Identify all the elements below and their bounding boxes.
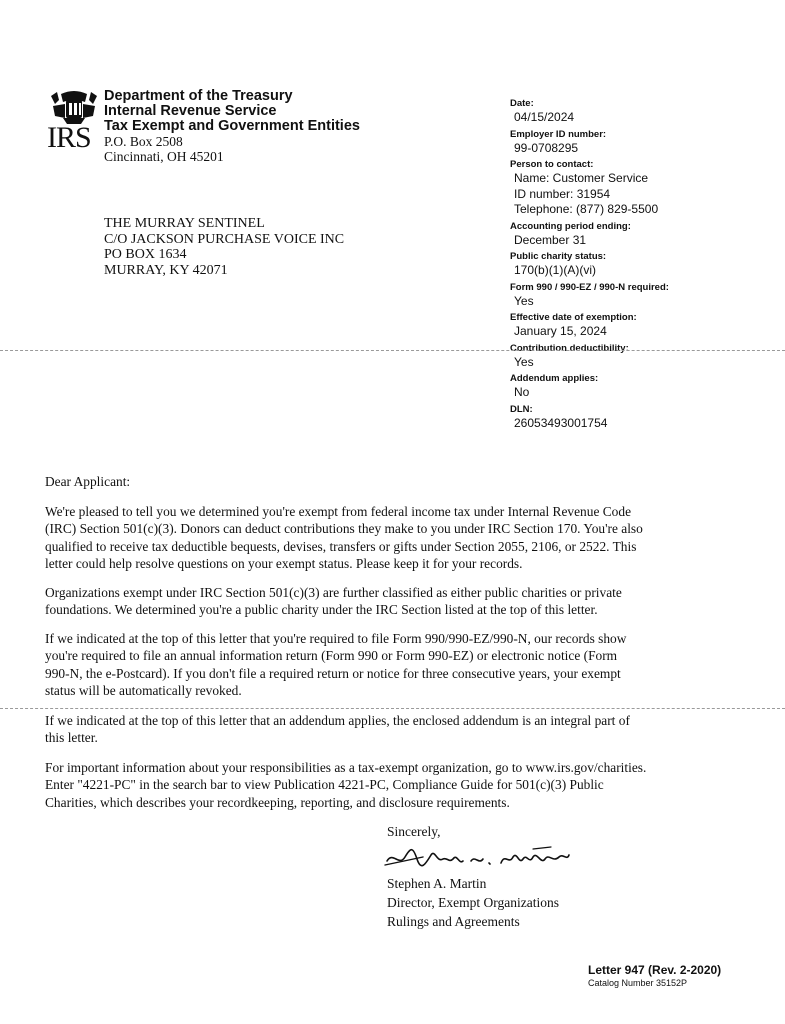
paragraph-classification xyxy=(45,584,751,619)
text-line: If we indicated at the top of this letter that an addendum applies, the enclosed addendum is an integral part of xyxy=(45,713,630,728)
irs-address xyxy=(104,134,224,164)
agency-line: Internal Revenue Service xyxy=(104,103,277,119)
ein-value: 99-0708295 xyxy=(514,140,579,155)
paragraph-resources xyxy=(45,759,751,811)
charity-status-value: 170(b)(1)(A)(vi) xyxy=(514,263,597,277)
text-line: you're required to file an annual information return (Form 990 or Form 990-EZ) or electronic notice (Form xyxy=(45,648,618,664)
dln-label: DLN: xyxy=(510,403,533,415)
text-line: Organizations exempt under IRC Section 501(c)(3) are further classified as either public charities or private xyxy=(45,585,622,600)
contact-id: ID number: 31954 xyxy=(514,186,611,201)
charity-status-label: Public charity status: xyxy=(510,251,607,262)
text-line: foundations. We determined you're a public charity under the IRC Section listed at the top of this letter. xyxy=(45,602,598,618)
date-label: Date: xyxy=(510,98,534,109)
agency-line: Tax Exempt and Government Entities xyxy=(104,118,360,134)
deductibility-label: Contribution deductibility: xyxy=(510,342,629,354)
effective-date-value: January 15, 2024 xyxy=(514,324,607,338)
contact-phone: Telephone: (877) 829-5500 xyxy=(514,202,659,216)
deductibility-value: Yes xyxy=(514,354,534,369)
addendum-value: No xyxy=(514,385,530,399)
dln-value: 26053493001754 xyxy=(514,415,608,430)
text-line: letter could help resolve questions on your exempt status. Please keep it for your records. xyxy=(45,555,523,571)
paragraph-addendum xyxy=(45,712,751,747)
text-line: We're pleased to tell you we determined you're exempt from federal income tax under Internal Revenue Code xyxy=(45,504,632,519)
fold-line xyxy=(0,708,785,709)
text-line: this letter. xyxy=(45,730,98,746)
signer-name: Stephen A. Martin xyxy=(387,876,487,891)
agency-line: Department of the Treasury xyxy=(104,88,293,104)
text-line: status will be automatically revoked. xyxy=(45,682,242,698)
recipient-line: MURRAY, KY 42071 xyxy=(104,262,228,278)
recipient-address xyxy=(104,216,344,278)
ein-label: Employer ID number: xyxy=(510,128,607,140)
text-line: Enter "4221-PC" in the search bar to view Publication 4221-PC, Compliance Guide for 501(c)(3) Public xyxy=(45,777,604,793)
text-line: qualified to receive tax deductible bequests, devises, transfers or gifts under Section 2055, 2106, or 2522. This xyxy=(45,538,637,554)
text-line: (IRC) Section 501(c)(3). Donors can deduct contributions they make to you under IRC Section 170. You're also xyxy=(45,521,643,537)
signer-department: Rulings and Agreements xyxy=(387,914,520,929)
salutation: Dear Applicant: xyxy=(45,474,131,489)
address-line: P.O. Box 2508 xyxy=(104,134,183,149)
period-label: Accounting period ending: xyxy=(510,220,631,232)
form-required-label: Form 990 / 990-EZ / 990-N required: xyxy=(510,281,669,293)
fold-line xyxy=(0,350,785,351)
contact-label: Person to contact: xyxy=(510,159,594,170)
paragraph-exemption xyxy=(45,503,751,572)
recipient-line: C/O JACKSON PURCHASE VOICE INC xyxy=(104,231,345,247)
signer-block xyxy=(387,874,559,931)
agency-block xyxy=(104,89,360,134)
closing-sincerely: Sincerely, xyxy=(387,824,441,839)
addendum-label: Addendum applies: xyxy=(510,373,599,384)
text-line: If we indicated at the top of this letter that you're required to file Form 990/990-EZ/990-N, our records show xyxy=(45,631,627,646)
form-required-value: Yes xyxy=(514,293,534,308)
text-line: For important information about your responsibilities as a tax-exempt organization, go to www.irs.gov/charities. xyxy=(45,760,647,775)
handwritten-signature xyxy=(383,839,573,875)
address-line: Cincinnati, OH 45201 xyxy=(104,149,224,164)
catalog-number: Catalog Number 35152P xyxy=(588,978,688,988)
period-value: December 31 xyxy=(514,232,587,247)
letter-info-panel xyxy=(510,95,750,431)
effective-date-label: Effective date of exemption: xyxy=(510,312,637,323)
contact-name: Name: Customer Service xyxy=(514,171,649,185)
recipient-line: PO BOX 1634 xyxy=(104,247,187,262)
date-value: 04/15/2024 xyxy=(514,110,575,124)
signer-title: Director, Exempt Organizations xyxy=(387,895,560,910)
text-line: 990-N, the e-Postcard). If you don't file a required return or notice for three consecutive years, your exempt xyxy=(45,665,621,681)
form-identifier: Letter 947 (Rev. 2-2020) xyxy=(588,963,722,977)
text-line: Charities, which describes your recordkeeping, reporting, and disclosure requirements. xyxy=(45,794,510,810)
recipient-line: THE MURRAY SENTINEL xyxy=(104,216,265,231)
paragraph-filing xyxy=(45,630,751,699)
irs-wordmark: IRS xyxy=(47,121,91,154)
